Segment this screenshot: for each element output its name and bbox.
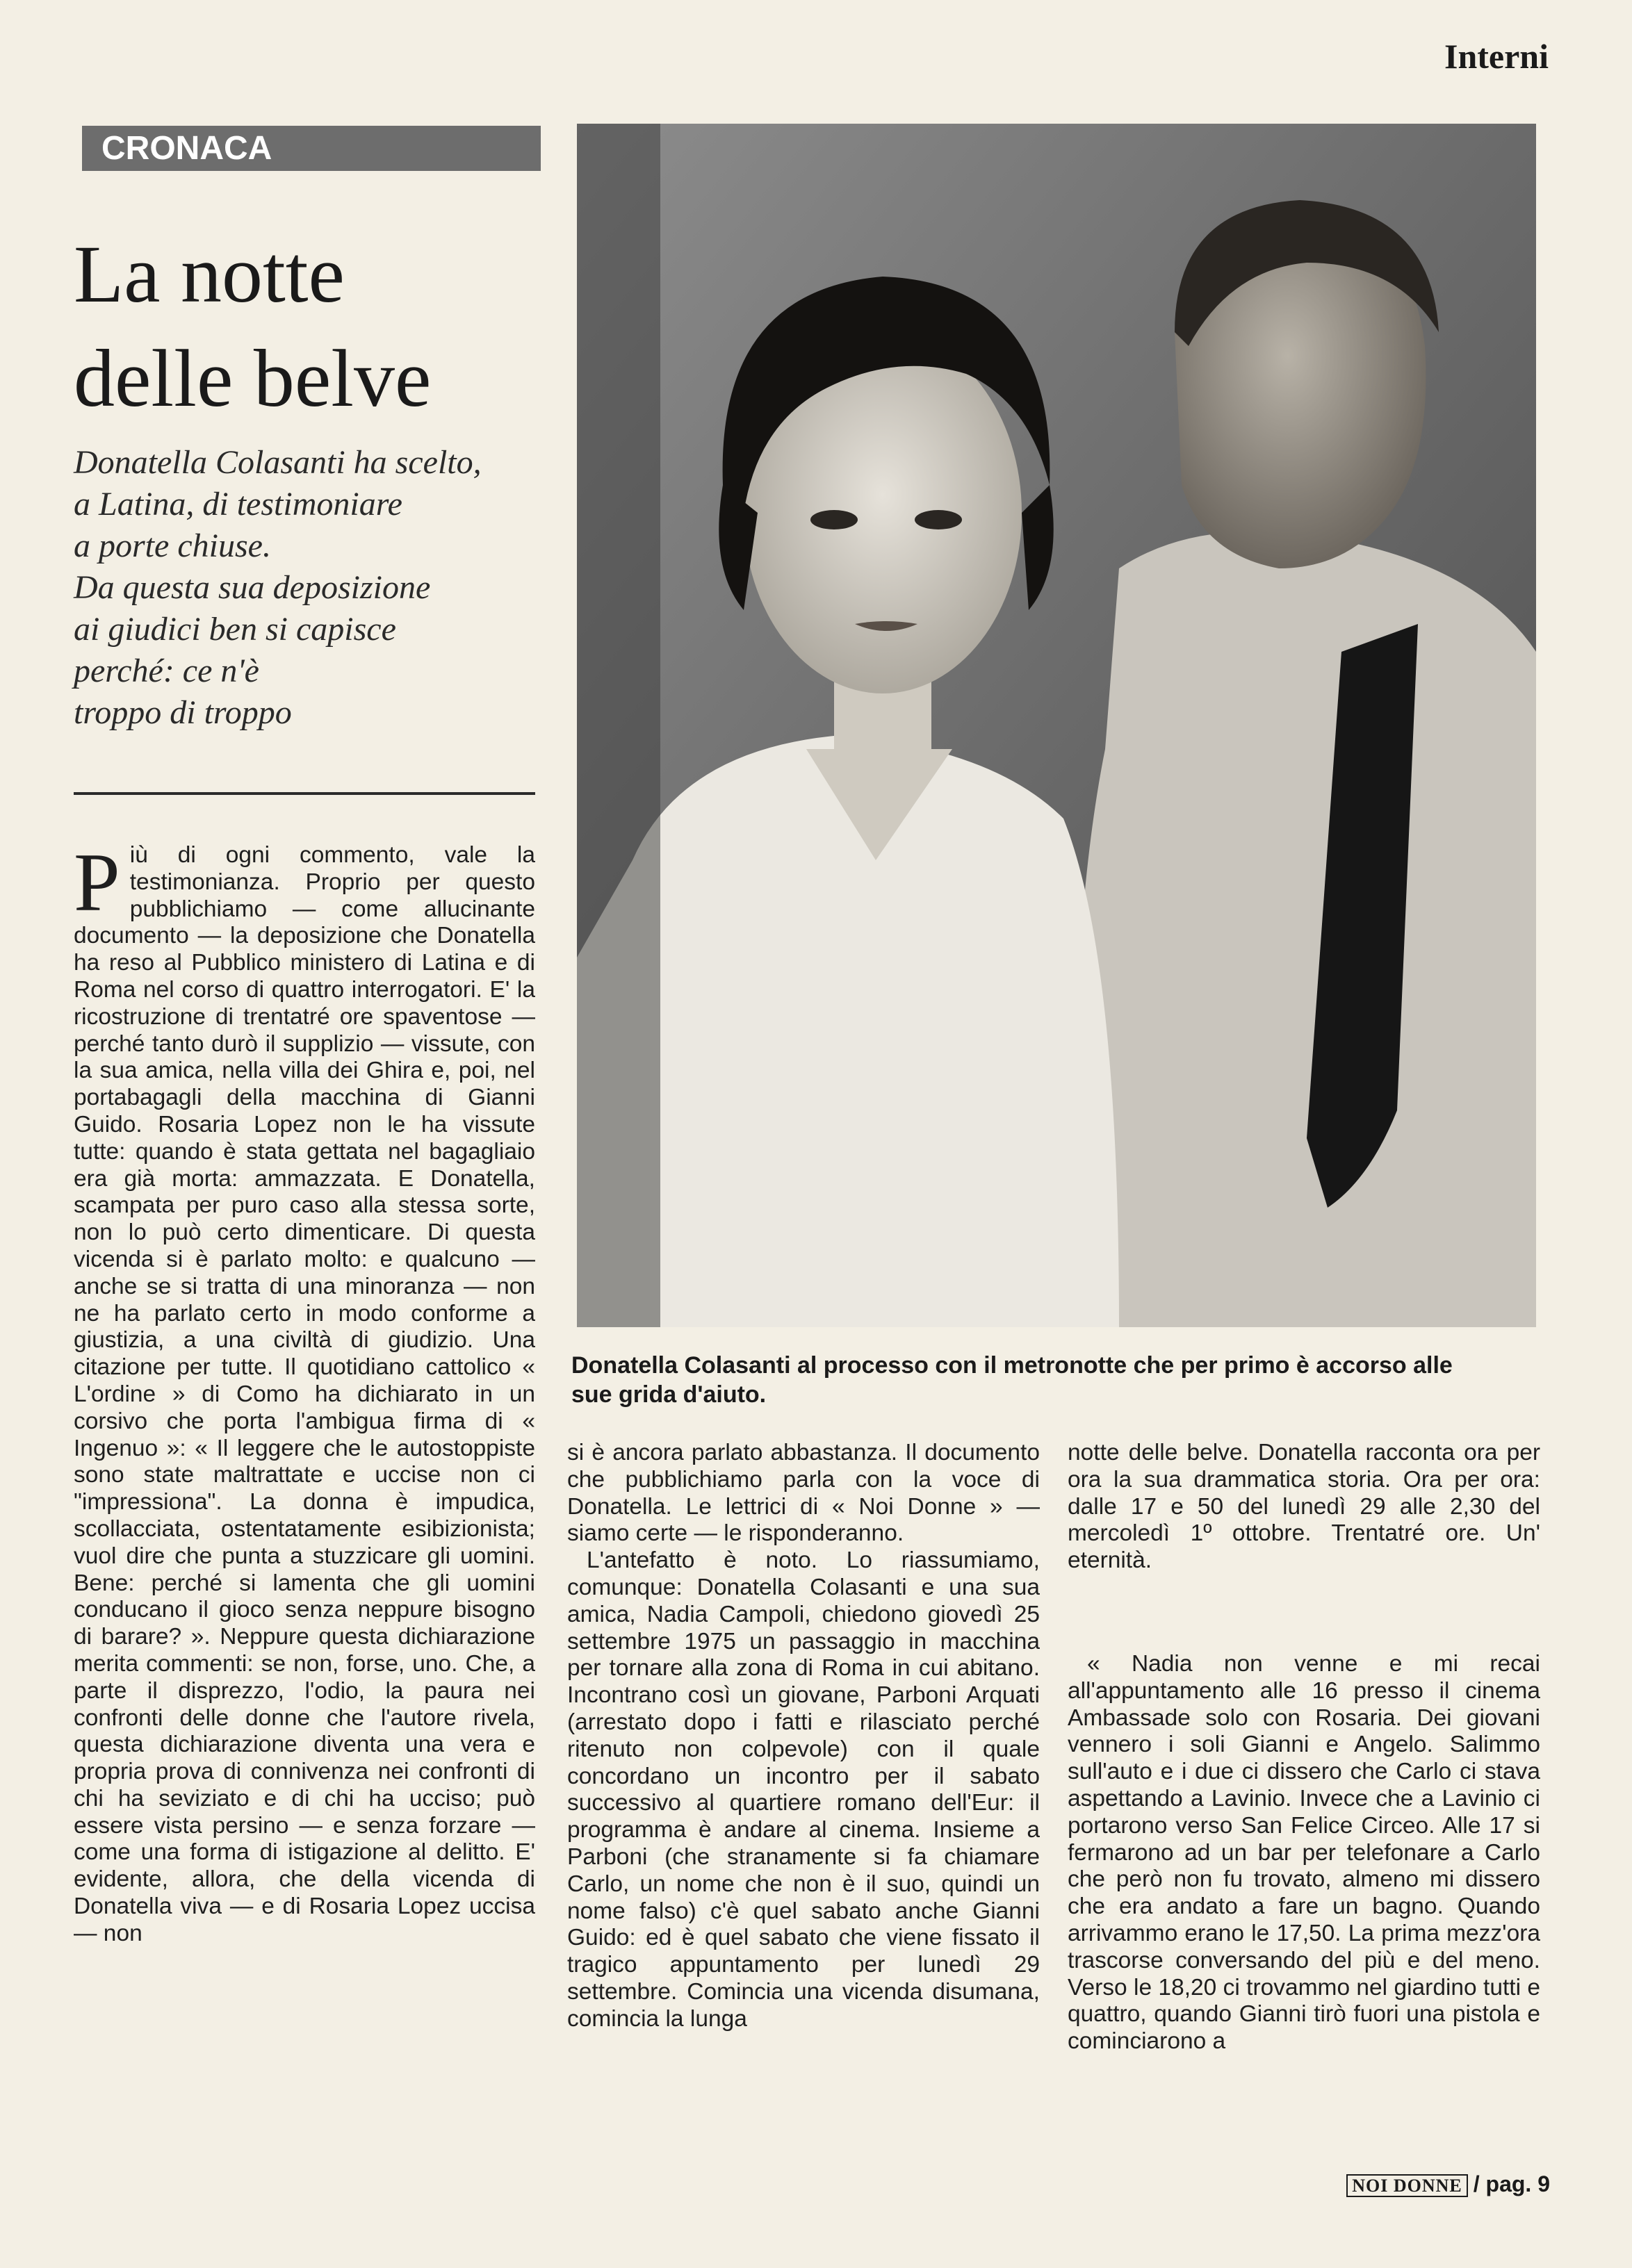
photo-illustration: [577, 124, 1536, 1327]
article-paragraph: « Nadia non venne e mi recai all'appuntamento alle 16 presso il cinema Ambassade solo con Rosaria. Dei giovani vennero i soli Gianni e Angelo. Salimmo sull'auto e i due ci dissero che Carlo ci stava aspettando a Lavinio. Invece che a Lavinio ci portarono verso San Felice Circeo. Alle 17 si fermarono ad un bar per telefonare a Carlo che però non fu trovato, almeno mi dissero che era andato a fare un bagno. Quando arrivammo erano le 17,50. La prima mezz'ora trascorse conversando del più e del meno. Verso le 18,20 ci trovammo nel giardino tutti e quattro, quando Gianni tirò fuori una pistola e cominciarono a: [1068, 1650, 1540, 2055]
page-number: / pag. 9: [1473, 2171, 1550, 2196]
article-paragraph: L'antefatto è noto. Lo riassumiamo, comunque: Donatella Colasanti e una sua amica, Nadia Campoli, chiedono giovedì 25 settembre 1975 un passaggio in macchina per tornare alla zona di Roma in cui abitano. Incontrano così un giovane, Parboni Arquati (arrestato dopo i fatti e rilasciato perché ritenuto non colpevole) con il quale concordano un incontro per il sabato successivo al quartiere romano dell'Eur: il programma è andare al cinema. Insieme a Parboni (che stranamente si fa chiamare Carlo, un nome che non è il suo, quindi un nome falso) c'è quel sabato anche Gianni Guido: ed è quel sabato che viene fissato il tragico appuntamento per lunedì 29 settembre. Comincia una vicenda disumana, comincia la lunga: [567, 1547, 1040, 2032]
masthead-logo: NOI DONNE: [1346, 2174, 1468, 2197]
subheadline: [74, 442, 553, 734]
subhead-line: perché: ce n'è: [74, 652, 259, 689]
rubric-label: CRONACA: [82, 126, 541, 171]
article-column-1: [74, 842, 535, 2169]
subhead-line: a Latina, di testimoniare: [74, 486, 402, 523]
divider-rule: [74, 792, 535, 795]
subhead-line: troppo di troppo: [74, 694, 292, 731]
news-photo: [577, 124, 1536, 1327]
headline-line-2: delle belve: [74, 333, 432, 424]
section-heading: Interni: [1444, 37, 1549, 76]
photo-caption: Donatella Colasanti al processo con il metronotte che per primo è accorso alle sue grida d'aiuto.: [571, 1352, 1453, 1408]
article-paragraph: si è ancora parlato abbastanza. Il documento che pubblichiamo parla con la voce di Donatella. Le lettrici di « Noi Donne » — siamo certe — le risponderanno.: [567, 1440, 1040, 1547]
article-column-3: [1068, 1440, 1540, 2169]
subhead-line: a porte chiuse.: [74, 527, 271, 564]
page-footer: [1346, 2171, 1550, 2197]
article-paragraph: notte delle belve. Donatella racconta ora per ora la sua drammatica storia. Ora per ora: dalle 17 e 50 del lunedì 29 alle 2,30 del mercoledì 1º ottobre. Trentatré ore. Un' eternità.: [1068, 1440, 1540, 1574]
article-paragraph: iù di ogni commento, vale la testimonianza. Proprio per questo pubblichiamo — come allucinante documento — la deposizione che Donatella ha reso al Pubblico ministero di Latina e di Roma nel corso di quattro interrogatori. E' la ricostruzione di trentatré ore spaventose — perché tanto durò il supplizio — vissute, con la sua amica, nella villa dei Ghira e, poi, nel portabagagli della macchina di Gianni Guido. Rosaria Lopez non le ha vissute tutte: quando è stata gettata nel bagagliaio era già morta: ammazzata. E Donatella, scampata per puro caso alla stessa sorte, non lo può certo dimenticare. Di questa vicenda si è parlato molto: e qualcuno — anche se si tratta di una minoranza — non ne ha parlato certo in modo conforme a giustizia, a una civiltà di giudizio. Una citazione per tutte. Il quotidiano cattolico « L'ordine » di Como ha dichiarato in un corsivo che porta l'ambigua firma di « Ingenuo »: « Il leggere che le autostoppiste sono state maltrattate e uccise non ci "impressiona". La donna è impudica, scollacciata, ostentatamente esibizionista; vuol dire che punta a stuzzicare gli uomini. Bene: perché si lamenta che gli uomini conducano il gioco senza neppure bisogno di barare? ». Neppure questa dichiarazione merita commenti: se non, forse, uno. Che, a parte il disprezzo, l'odio, la paura nei confronti delle donne che l'autore rivela, questa dichiarazione diventa una vera e propria prova di connivenza nei confronti di chi ha seviziato e di chi ha ucciso; può essere vista persino — e senza forzare — come una forma di istigazione al delitto. E' evidente, allora, che della vicenda di Donatella viva — e di Rosaria Lopez uccisa — non: [74, 842, 535, 1946]
article-column-2: [567, 1440, 1040, 2169]
subhead-line: Da questa sua deposizione: [74, 569, 431, 606]
subhead-line: Donatella Colasanti ha scelto,: [74, 444, 482, 481]
headline-line-1: La notte: [74, 229, 345, 320]
subhead-line: ai giudici ben si capisce: [74, 611, 396, 648]
headline: [74, 222, 560, 431]
drop-cap: P: [74, 842, 120, 928]
